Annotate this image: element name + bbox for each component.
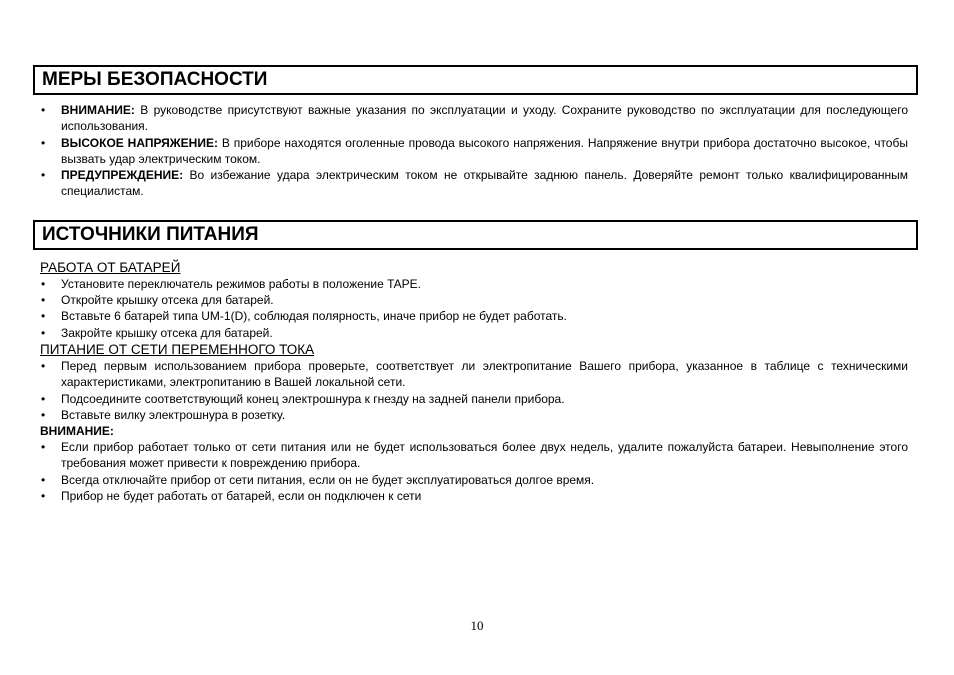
list-item: • Откройте крышку отсека для батарей. bbox=[33, 292, 918, 308]
item-label: ВЫСОКОЕ НАПРЯЖЕНИЕ: bbox=[61, 135, 218, 150]
safety-list bbox=[33, 102, 918, 200]
item-text: В приборе находятся оголенные провода высокого напряжения. Напряжение внутри прибора достаточно высокое, чтобы вызвать удар электрическим током. bbox=[61, 135, 908, 166]
list-item: • Установите переключатель режимов работы в положение TAPE. bbox=[33, 276, 918, 292]
list-item: • Подсоедините соответствующий конец электрошнура к гнезду на задней панели прибора. bbox=[33, 391, 918, 407]
list-item: • Если прибор работает только от сети питания или не будет использоваться более двух недель, удалите пожалуйста батареи. Невыполнение этого требования может привести к повреждению прибора. bbox=[33, 439, 918, 472]
power-section-title: ИСТОЧНИКИ ПИТАНИЯ bbox=[33, 220, 918, 250]
item-text: Во избежание удара электрическим током не открывайте заднюю панель. Доверяйте ремонт только квалифицированным специалистам. bbox=[61, 168, 908, 199]
ac-subtitle: ПИТАНИЕ ОТ СЕТИ ПЕРЕМЕННОГО ТОКА bbox=[40, 341, 315, 357]
list-item: • Закройте крышку отсека для батарей. bbox=[33, 325, 918, 341]
list-item: • Вставьте вилку электрошнура в розетку. bbox=[33, 407, 918, 423]
list-item bbox=[33, 135, 918, 168]
warning-heading: ВНИМАНИЕ: bbox=[40, 424, 114, 439]
list-item: • Перед первым использованием прибора проверьте, соответствует ли электропитание Вашего прибора, указанное в таблице с техническими характеристиками, электропитанию в Вашей локальной сети. bbox=[33, 358, 918, 391]
item-text: В руководстве присутствуют важные указания по эксплуатации и уходу. Сохраните руководство по эксплуатации для последующего использования. bbox=[61, 103, 908, 134]
item-label: ПРЕДУПРЕЖДЕНИЕ: bbox=[61, 168, 184, 183]
list-item: • Прибор не будет работать от батарей, если он подключен к сети bbox=[33, 488, 918, 504]
warning-list bbox=[33, 439, 918, 504]
list-item bbox=[33, 167, 918, 200]
item-label: ВНИМАНИЕ: bbox=[61, 103, 135, 117]
battery-list bbox=[33, 276, 918, 341]
page-number: 10 bbox=[470, 618, 484, 633]
battery-subtitle: РАБОТА ОТ БАТАРЕЙ bbox=[40, 259, 181, 275]
list-item: • Всегда отключайте прибор от сети питания, если он не будет эксплуатироваться долгое время. bbox=[33, 472, 918, 488]
document-page bbox=[33, 65, 918, 504]
list-item bbox=[33, 102, 918, 135]
safety-section-title: МЕРЫ БЕЗОПАСНОСТИ bbox=[33, 65, 918, 95]
list-item: • Вставьте 6 батарей типа UM-1(D), соблюдая полярность, иначе прибор не будет работать. bbox=[33, 308, 918, 324]
ac-list bbox=[33, 358, 918, 423]
